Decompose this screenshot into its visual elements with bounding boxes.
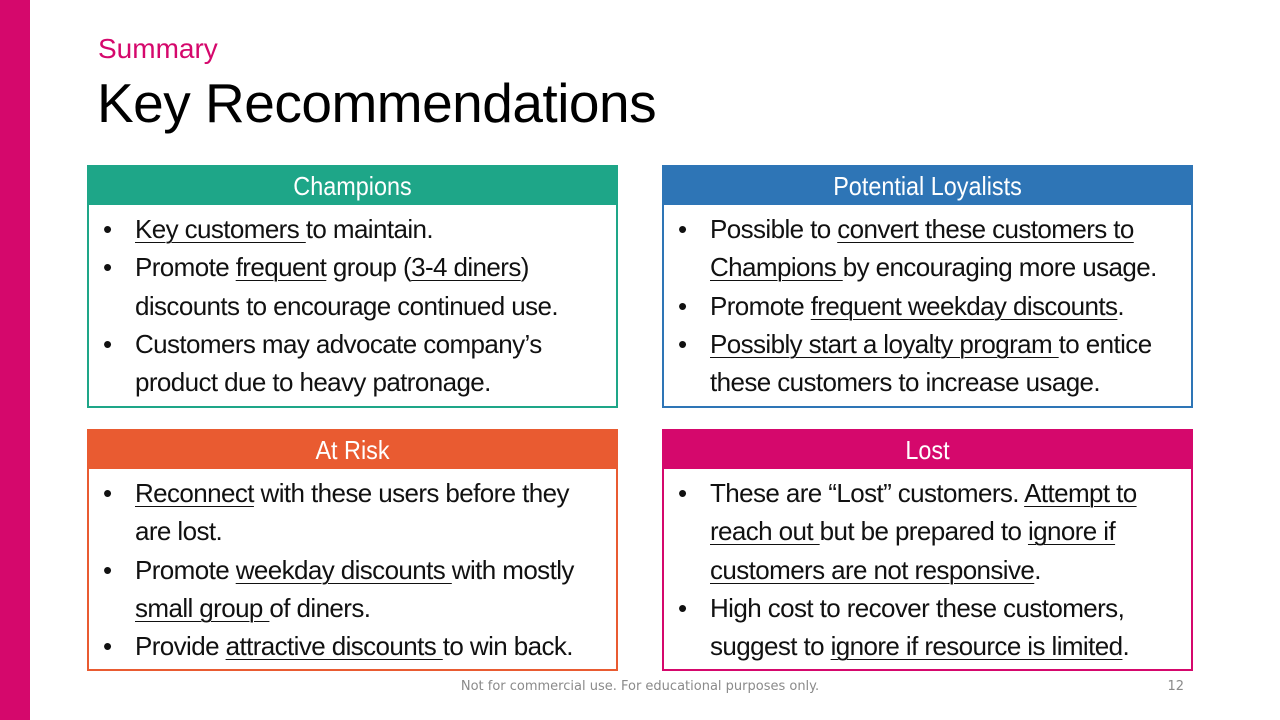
footer-disclaimer: Not for commercial use. For educational purposes only. <box>460 679 820 694</box>
bullet-text: Provide <box>135 631 226 662</box>
card-lost-title: Lost <box>905 435 950 465</box>
bullet-text: group ( <box>326 252 412 283</box>
bullet-item <box>103 627 608 665</box>
bullet-text: to maintain. <box>305 214 433 244</box>
bullet-text: Customers may advocate company’s product due to heavy patronage. <box>135 328 542 398</box>
bullet-text: Possible to <box>710 214 838 244</box>
emphasis-text: convert these customers to Champions <box>710 214 1134 283</box>
card-at-risk-title: At Risk <box>315 435 390 465</box>
emphasis-text: ignore if customers are not responsive <box>710 516 1116 585</box>
card-at-risk-bullets <box>89 469 616 665</box>
card-champions <box>87 165 618 408</box>
bullet-text: These are “Lost” customers. <box>710 478 1025 508</box>
page-number: 12 <box>1167 679 1184 694</box>
emphasis-text: Reconnect <box>135 478 254 508</box>
bullet-text: by encouraging more usage. <box>842 252 1157 283</box>
bullet-item <box>678 325 1183 402</box>
bullet-item <box>103 210 608 248</box>
bullet-text: Promote <box>135 252 236 283</box>
emphasis-text: Possibly start a loyalty program <box>710 328 1059 359</box>
card-champions-bullets <box>89 205 616 401</box>
card-lost-bullets <box>664 469 1191 665</box>
emphasis-text: frequent <box>235 252 327 283</box>
bullet-text: . <box>1122 631 1130 662</box>
emphasis-text: small group <box>135 592 270 623</box>
card-potential-loyalists <box>662 165 1193 408</box>
card-potential-loyalists-bullets <box>664 205 1191 401</box>
card-potential-loyalists-title: Potential Loyalists <box>833 171 1022 201</box>
emphasis-text: 3-4 diners <box>411 252 521 283</box>
page-title: Key Recommendations <box>97 72 657 134</box>
bullet-text: . <box>1117 290 1125 321</box>
bullet-item <box>103 474 608 551</box>
bullet-text: Promote <box>710 290 811 321</box>
card-champions-title: Champions <box>293 171 412 201</box>
section-subtitle: Summary <box>98 33 218 64</box>
bullet-text: to win back. <box>442 631 573 662</box>
bullet-text: ) discounts to encourage continued use. <box>135 252 558 321</box>
emphasis-text: ignore if resource is limited <box>830 631 1123 662</box>
bullet-item <box>103 325 608 402</box>
card-at-risk <box>87 429 618 671</box>
bullet-item <box>103 551 608 628</box>
bullet-text: Promote <box>135 554 236 585</box>
bullet-text: with these users before they are lost. <box>135 478 569 547</box>
emphasis-text: weekday discounts <box>235 554 452 585</box>
bullet-item <box>678 287 1183 325</box>
bullet-text: with mostly <box>451 554 574 585</box>
emphasis-text: attractive discounts <box>225 631 443 662</box>
bullet-item <box>678 589 1183 666</box>
emphasis-text: Key customers <box>135 214 306 244</box>
card-lost <box>662 429 1193 671</box>
bullet-text: High cost to recover these customers, suggest to <box>710 592 1125 662</box>
bullet-text: of diners. <box>269 592 371 623</box>
bullet-item <box>103 248 608 325</box>
bullet-item <box>678 210 1183 287</box>
emphasis-text: Attempt to reach out <box>710 478 1137 547</box>
accent-bar <box>0 0 30 720</box>
emphasis-text: frequent weekday discounts <box>810 290 1118 321</box>
bullet-text: but be prepared to <box>819 516 1028 547</box>
bullet-item <box>678 474 1183 589</box>
bullet-text: to entice these customers to increase usage. <box>710 328 1152 398</box>
bullet-text: . <box>1034 554 1041 585</box>
